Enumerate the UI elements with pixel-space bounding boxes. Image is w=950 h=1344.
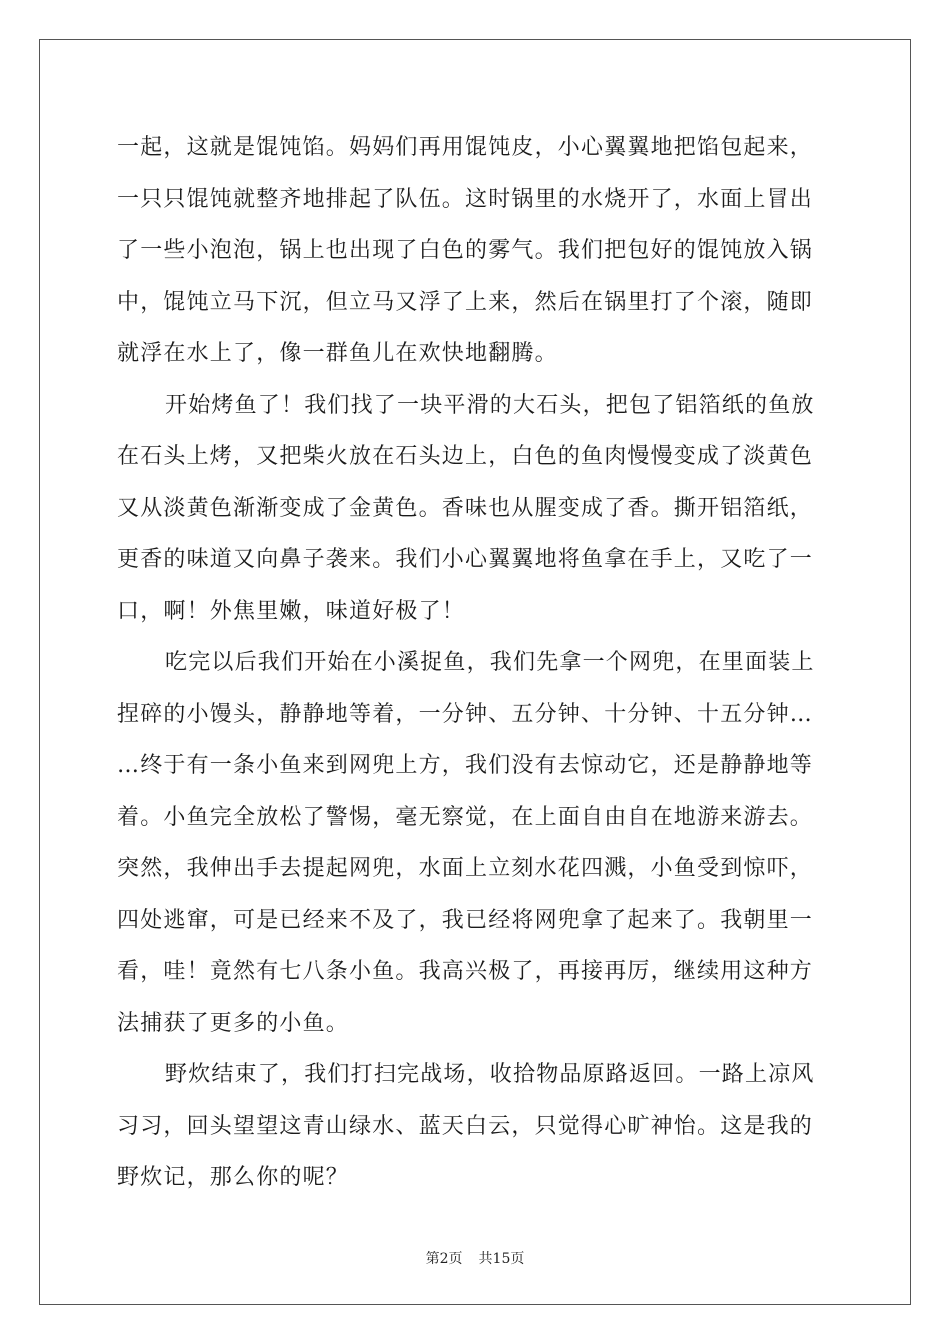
text-line: 开始烤鱼了！我们找了一块平滑的大石头，把包了铝箔纸的鱼放	[165, 392, 815, 418]
document-body	[117, 122, 837, 1204]
text-line: 看，哇！竟然有七八条小鱼。我高兴极了，再接再厉，继续用这种方	[117, 959, 814, 984]
text-line: 突然，我伸出手去提起网兜，水面上立刻水花四溅，小鱼受到惊吓，	[117, 856, 814, 881]
text-line: 着。小鱼完全放松了警惕，毫无察觉，在上面自由自在地游来游去。	[117, 804, 814, 830]
page-number: 第2页	[425, 1251, 463, 1267]
text-line: 就浮在水上了，像一群鱼儿在欢快地翻腾。	[117, 341, 558, 366]
text-line: 一只只馄饨就整齐地排起了队伍。这时锅里的水烧开了，水面上冒出	[117, 186, 814, 212]
text-line: 更香的味道又向鼻子袭来。我们小心翼翼地将鱼拿在手上，又吃了一	[117, 547, 814, 572]
text-line: 捏碎的小馒头，静静地等着，一分钟、五分钟、十分钟、十五分钟…	[117, 701, 814, 727]
text-line: 法捕获了更多的小鱼。	[117, 1010, 350, 1036]
text-line: 野炊结束了，我们打扫完战场，收拾物品原路返回。一路上凉风	[165, 1062, 815, 1087]
text-line: 习习，回头望望这青山绿水、蓝天白云，只觉得心旷神怡。这是我的	[117, 1113, 814, 1139]
text-line: 中，馄饨立马下沉，但立马又浮了上来，然后在锅里打了个滚，随即	[117, 289, 814, 315]
text-line: 吃完以后我们开始在小溪捉鱼，我们先拿一个网兜，在里面装上	[165, 650, 815, 675]
page-footer	[0, 1248, 950, 1268]
text-line: 了一些小泡泡，锅上也出现了白色的雾气。我们把包好的馄饨放入锅	[117, 238, 814, 263]
text-line: 野炊记，那么你的呢？	[117, 1165, 350, 1190]
text-line: 四处逃窜，可是已经来不及了，我已经将网兜拿了起来了。我朝里一	[117, 907, 814, 933]
paragraph-4	[117, 1049, 837, 1204]
paragraph-1	[117, 122, 837, 380]
paragraph-3	[117, 637, 837, 1049]
text-line: …终于有一条小鱼来到网兜上方，我们没有去惊动它，还是静静地等	[117, 753, 814, 778]
total-pages: 共15页	[478, 1251, 525, 1267]
text-line: 又从淡黄色渐渐变成了金黄色。香味也从腥变成了香。撕开铝箔纸，	[117, 495, 814, 521]
text-line: 在石头上烤，又把柴火放在石头边上，白色的鱼肉慢慢变成了淡黄色	[117, 444, 814, 469]
text-line: 口，啊！外焦里嫩，味道好极了！	[117, 598, 466, 624]
paragraph-2	[117, 380, 837, 638]
text-line: 一起，这就是馄饨馅。妈妈们再用馄饨皮，小心翼翼地把馅包起来，	[117, 135, 814, 160]
